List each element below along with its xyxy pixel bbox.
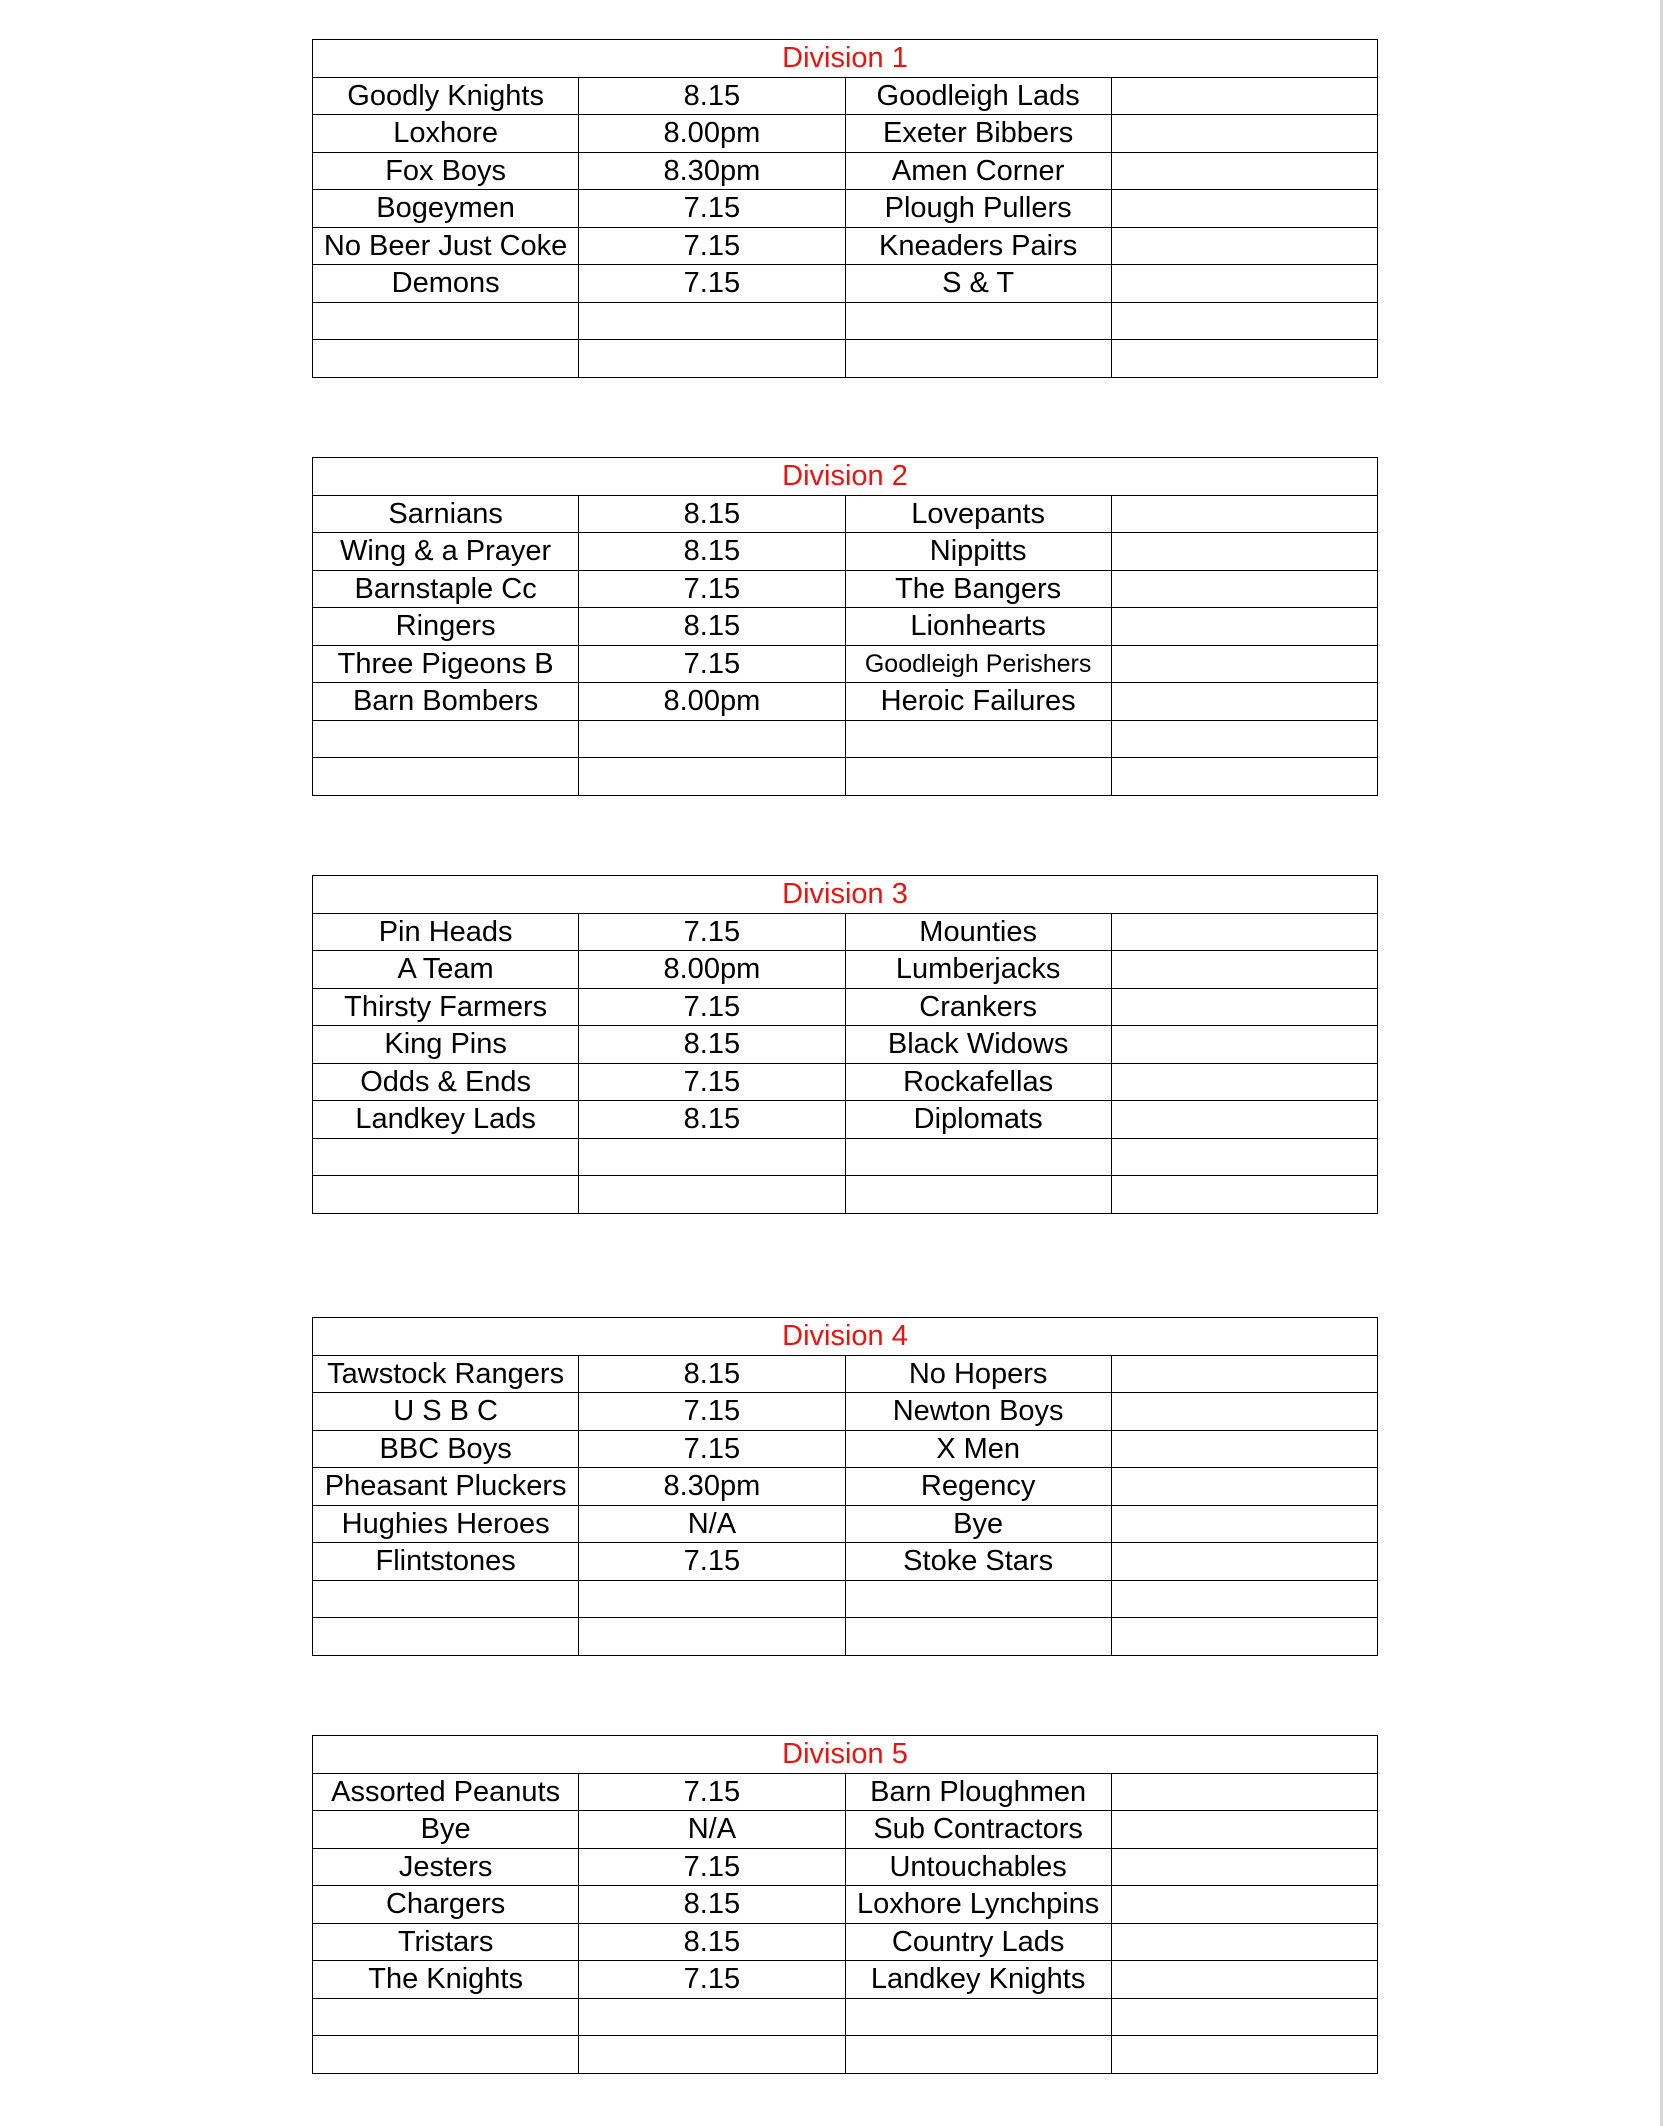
fixture-row xyxy=(313,2036,1378,2074)
fixture-row xyxy=(313,683,1378,721)
start-time-cell: 8.30pm xyxy=(579,1468,845,1506)
result-cell xyxy=(1111,683,1377,721)
fixture-row xyxy=(313,302,1378,340)
result-cell xyxy=(1111,265,1377,303)
home-team-cell: Goodly Knights xyxy=(313,77,579,115)
start-time-cell: N/A xyxy=(579,1811,845,1849)
start-time-cell xyxy=(579,1176,845,1214)
result-cell xyxy=(1111,533,1377,571)
home-team-cell: No Beer Just Coke xyxy=(313,227,579,265)
fixture-row xyxy=(313,340,1378,378)
start-time-cell: 7.15 xyxy=(579,570,845,608)
away-team-cell: Untouchables xyxy=(845,1848,1111,1886)
start-time-cell: 7.15 xyxy=(579,645,845,683)
away-team-cell: Newton Boys xyxy=(845,1393,1111,1431)
fixture-row xyxy=(313,227,1378,265)
away-team-cell: Regency xyxy=(845,1468,1111,1506)
away-team-cell: Exeter Bibbers xyxy=(845,115,1111,153)
start-time-cell: 7.15 xyxy=(579,1430,845,1468)
start-time-cell xyxy=(579,1618,845,1656)
start-time-cell: 7.15 xyxy=(579,227,845,265)
away-team-cell: Rockafellas xyxy=(845,1063,1111,1101)
away-team-cell xyxy=(845,1618,1111,1656)
result-cell xyxy=(1111,645,1377,683)
start-time-cell xyxy=(579,758,845,796)
result-cell xyxy=(1111,951,1377,989)
home-team-cell: A Team xyxy=(313,951,579,989)
fixture-row xyxy=(313,265,1378,303)
fixture-row xyxy=(313,1811,1378,1849)
home-team-cell: Hughies Heroes xyxy=(313,1505,579,1543)
result-cell xyxy=(1111,1176,1377,1214)
division-title: Division 2 xyxy=(313,458,1378,496)
home-team-cell: Pheasant Pluckers xyxy=(313,1468,579,1506)
away-team-cell: Amen Corner xyxy=(845,152,1111,190)
away-team-cell: Stoke Stars xyxy=(845,1543,1111,1581)
start-time-cell: 7.15 xyxy=(579,1848,845,1886)
fixture-row xyxy=(313,1393,1378,1431)
home-team-cell: Three Pigeons B xyxy=(313,645,579,683)
start-time-cell xyxy=(579,340,845,378)
fixture-row xyxy=(313,570,1378,608)
away-team-cell: Crankers xyxy=(845,988,1111,1026)
away-team-cell: Bye xyxy=(845,1505,1111,1543)
home-team-cell: Flintstones xyxy=(313,1543,579,1581)
division-2-table xyxy=(312,457,1378,796)
away-team-cell: X Men xyxy=(845,1430,1111,1468)
home-team-cell: Assorted Peanuts xyxy=(313,1773,579,1811)
home-team-cell xyxy=(313,340,579,378)
start-time-cell xyxy=(579,720,845,758)
away-team-cell: Plough Pullers xyxy=(845,190,1111,228)
start-time-cell: 7.15 xyxy=(579,190,845,228)
result-cell xyxy=(1111,2036,1377,2074)
start-time-cell xyxy=(579,1580,845,1618)
fixture-row xyxy=(313,115,1378,153)
home-team-cell: Chargers xyxy=(313,1886,579,1924)
fixture-row xyxy=(313,1468,1378,1506)
home-team-cell: Odds & Ends xyxy=(313,1063,579,1101)
start-time-cell: 7.15 xyxy=(579,1773,845,1811)
home-team-cell: Pin Heads xyxy=(313,913,579,951)
start-time-cell: 7.15 xyxy=(579,988,845,1026)
home-team-cell xyxy=(313,1580,579,1618)
fixture-row xyxy=(313,1580,1378,1618)
start-time-cell: 8.00pm xyxy=(579,683,845,721)
result-cell xyxy=(1111,1468,1377,1506)
division-title: Division 1 xyxy=(313,40,1378,78)
home-team-cell: Bye xyxy=(313,1811,579,1849)
fixture-row xyxy=(313,951,1378,989)
home-team-cell xyxy=(313,1998,579,2036)
start-time-cell: 8.00pm xyxy=(579,115,845,153)
away-team-cell xyxy=(845,2036,1111,2074)
division-title: Division 3 xyxy=(313,876,1378,914)
fixture-row xyxy=(313,645,1378,683)
away-team-cell xyxy=(845,758,1111,796)
home-team-cell: Landkey Lads xyxy=(313,1101,579,1139)
start-time-cell xyxy=(579,302,845,340)
home-team-cell: King Pins xyxy=(313,1026,579,1064)
fixture-row xyxy=(313,1543,1378,1581)
start-time-cell: 8.15 xyxy=(579,1923,845,1961)
home-team-cell: Bogeymen xyxy=(313,190,579,228)
result-cell xyxy=(1111,1923,1377,1961)
home-team-cell: Barnstaple Cc xyxy=(313,570,579,608)
result-cell xyxy=(1111,340,1377,378)
start-time-cell xyxy=(579,1138,845,1176)
start-time-cell: 8.15 xyxy=(579,533,845,571)
result-cell xyxy=(1111,913,1377,951)
fixture-row xyxy=(313,190,1378,228)
fixture-row xyxy=(313,1063,1378,1101)
fixture-row xyxy=(313,1618,1378,1656)
result-cell xyxy=(1111,1430,1377,1468)
result-cell xyxy=(1111,1848,1377,1886)
division-4-table xyxy=(312,1317,1378,1656)
result-cell xyxy=(1111,1355,1377,1393)
fixture-row xyxy=(313,1355,1378,1393)
result-cell xyxy=(1111,302,1377,340)
result-cell xyxy=(1111,570,1377,608)
division-1-table xyxy=(312,39,1378,378)
home-team-cell xyxy=(313,1138,579,1176)
start-time-cell: 8.00pm xyxy=(579,951,845,989)
division-title: Division 4 xyxy=(313,1318,1378,1356)
home-team-cell: The Knights xyxy=(313,1961,579,1999)
away-team-cell xyxy=(845,1580,1111,1618)
away-team-cell: Landkey Knights xyxy=(845,1961,1111,1999)
result-cell xyxy=(1111,1543,1377,1581)
result-cell xyxy=(1111,227,1377,265)
fixture-row xyxy=(313,1923,1378,1961)
away-team-cell: Goodleigh Perishers xyxy=(845,645,1111,683)
start-time-cell: N/A xyxy=(579,1505,845,1543)
away-team-cell: No Hopers xyxy=(845,1355,1111,1393)
start-time-cell xyxy=(579,1998,845,2036)
home-team-cell: Wing & a Prayer xyxy=(313,533,579,571)
result-cell xyxy=(1111,1138,1377,1176)
start-time-cell: 8.15 xyxy=(579,77,845,115)
start-time-cell: 7.15 xyxy=(579,1961,845,1999)
home-team-cell: Fox Boys xyxy=(313,152,579,190)
result-cell xyxy=(1111,1998,1377,2036)
fixture-row xyxy=(313,1176,1378,1214)
start-time-cell: 7.15 xyxy=(579,1393,845,1431)
fixture-row xyxy=(313,1430,1378,1468)
fixture-row xyxy=(313,495,1378,533)
fixture-row xyxy=(313,77,1378,115)
result-cell xyxy=(1111,190,1377,228)
division-5-table xyxy=(312,1735,1378,2074)
fixture-row xyxy=(313,720,1378,758)
result-cell xyxy=(1111,1618,1377,1656)
result-cell xyxy=(1111,1393,1377,1431)
fixture-row xyxy=(313,1505,1378,1543)
result-cell xyxy=(1111,1580,1377,1618)
result-cell xyxy=(1111,608,1377,646)
home-team-cell xyxy=(313,1618,579,1656)
home-team-cell xyxy=(313,1176,579,1214)
away-team-cell: Mounties xyxy=(845,913,1111,951)
start-time-cell: 8.15 xyxy=(579,1101,845,1139)
fixture-row xyxy=(313,533,1378,571)
start-time-cell xyxy=(579,2036,845,2074)
division-title: Division 5 xyxy=(313,1736,1378,1774)
away-team-cell xyxy=(845,302,1111,340)
away-team-cell: Goodleigh Lads xyxy=(845,77,1111,115)
home-team-cell: Loxhore xyxy=(313,115,579,153)
home-team-cell: U S B C xyxy=(313,1393,579,1431)
home-team-cell: Tristars xyxy=(313,1923,579,1961)
result-cell xyxy=(1111,1505,1377,1543)
start-time-cell: 8.15 xyxy=(579,608,845,646)
result-cell xyxy=(1111,1026,1377,1064)
away-team-cell: Kneaders Pairs xyxy=(845,227,1111,265)
fixture-row xyxy=(313,1773,1378,1811)
home-team-cell: Jesters xyxy=(313,1848,579,1886)
fixture-row xyxy=(313,152,1378,190)
start-time-cell: 7.15 xyxy=(579,265,845,303)
result-cell xyxy=(1111,115,1377,153)
home-team-cell: BBC Boys xyxy=(313,1430,579,1468)
result-cell xyxy=(1111,152,1377,190)
away-team-cell: Country Lads xyxy=(845,1923,1111,1961)
away-team-cell: Lionhearts xyxy=(845,608,1111,646)
away-team-cell: Loxhore Lynchpins xyxy=(845,1886,1111,1924)
fixture-row xyxy=(313,608,1378,646)
division-3-table xyxy=(312,875,1378,1214)
away-team-cell: S & T xyxy=(845,265,1111,303)
fixture-row xyxy=(313,1138,1378,1176)
away-team-cell xyxy=(845,720,1111,758)
fixture-row xyxy=(313,1998,1378,2036)
home-team-cell xyxy=(313,720,579,758)
start-time-cell: 8.15 xyxy=(579,1355,845,1393)
home-team-cell: Tawstock Rangers xyxy=(313,1355,579,1393)
start-time-cell: 7.15 xyxy=(579,1063,845,1101)
home-team-cell: Thirsty Farmers xyxy=(313,988,579,1026)
fixture-row xyxy=(313,1848,1378,1886)
home-team-cell xyxy=(313,758,579,796)
away-team-cell: Barn Ploughmen xyxy=(845,1773,1111,1811)
away-team-cell: Sub Contractors xyxy=(845,1811,1111,1849)
result-cell xyxy=(1111,1886,1377,1924)
result-cell xyxy=(1111,77,1377,115)
fixture-row xyxy=(313,758,1378,796)
away-team-cell xyxy=(845,1176,1111,1214)
result-cell xyxy=(1111,1773,1377,1811)
away-team-cell: Nippitts xyxy=(845,533,1111,571)
away-team-cell xyxy=(845,1998,1111,2036)
away-team-cell xyxy=(845,340,1111,378)
start-time-cell: 8.30pm xyxy=(579,152,845,190)
result-cell xyxy=(1111,988,1377,1026)
start-time-cell: 8.15 xyxy=(579,495,845,533)
away-team-cell xyxy=(845,1138,1111,1176)
fixture-row xyxy=(313,988,1378,1026)
home-team-cell xyxy=(313,302,579,340)
fixture-row xyxy=(313,913,1378,951)
result-cell xyxy=(1111,1063,1377,1101)
fixture-row xyxy=(313,1101,1378,1139)
away-team-cell: Lumberjacks xyxy=(845,951,1111,989)
home-team-cell: Barn Bombers xyxy=(313,683,579,721)
away-team-cell: Heroic Failures xyxy=(845,683,1111,721)
home-team-cell: Ringers xyxy=(313,608,579,646)
fixture-row xyxy=(313,1026,1378,1064)
result-cell xyxy=(1111,1101,1377,1139)
start-time-cell: 8.15 xyxy=(579,1886,845,1924)
fixture-row xyxy=(313,1886,1378,1924)
start-time-cell: 7.15 xyxy=(579,1543,845,1581)
result-cell xyxy=(1111,758,1377,796)
start-time-cell: 7.15 xyxy=(579,913,845,951)
away-team-cell: Black Widows xyxy=(845,1026,1111,1064)
away-team-cell: Diplomats xyxy=(845,1101,1111,1139)
away-team-cell: Lovepants xyxy=(845,495,1111,533)
result-cell xyxy=(1111,720,1377,758)
result-cell xyxy=(1111,1811,1377,1849)
result-cell xyxy=(1111,495,1377,533)
result-cell xyxy=(1111,1961,1377,1999)
fixture-row xyxy=(313,1961,1378,1999)
home-team-cell: Demons xyxy=(313,265,579,303)
start-time-cell: 8.15 xyxy=(579,1026,845,1064)
home-team-cell xyxy=(313,2036,579,2074)
home-team-cell: Sarnians xyxy=(313,495,579,533)
away-team-cell: The Bangers xyxy=(845,570,1111,608)
